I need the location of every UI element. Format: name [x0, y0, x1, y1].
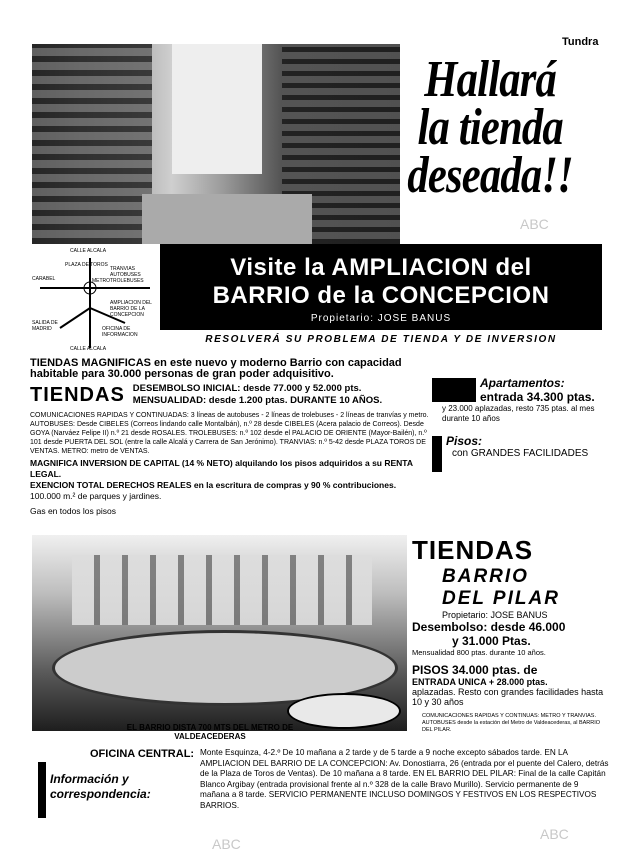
pilar-owner: Propietario: JOSE BANUS [442, 610, 548, 620]
map-label: AMPLIACION DEL BARRIO DE LA CONCEPCION [110, 300, 152, 318]
facilidades-text: con GRANDES FACILIDADES [452, 448, 589, 459]
inversion-text: MAGNIFICA INVERSION DE CAPITAL (14 % NETO) alquilando los pisos adquiridos a su RENTA LEGAL. [30, 458, 413, 479]
map-label: SALIDA DE MADRID [32, 320, 58, 332]
map-label: PLAZA DE TOROS [65, 262, 108, 268]
comunicaciones-text: COMUNICACIONES RAPIDAS Y CONTINUADAS: 3 líneas de autobuses - 2 líneas de trolebuses - 2 líneas de tranvías y metro. AUTOBUSES: Desde CIBELES (Correos lindando calle Montalbán), n.º 28 desde CIBELES (Acera palacio de Correos). Desde GOYA (Narváez Felipe II) n.º 21 desde ROSALES. TROLEBUSES: n.º 102 desde el PALACIO DE ORIENTE (Mayor-Bailén), n.º 101 desde PUERTA DEL SOL (entre la calle Alcalá y Carrera de San Jerónimo). TRANVIAS: n.º 5-42 desde PLAZA TOROS DE VENTAS. METRO: metro de VENTAS. [30, 412, 429, 455]
apartamentos-heading: Apartamentos: [480, 376, 565, 390]
map-label: CALLE ALCALA [70, 248, 107, 254]
watermark: ABC [520, 216, 549, 232]
watermark: ABC [212, 836, 241, 852]
aerial-photo [32, 535, 407, 731]
location-map [30, 248, 158, 358]
pilar-aplazadas: aplazadas. Resto con grandes facilidades hasta 10 y 30 años [412, 687, 604, 707]
mensualidad-text: MENSUALIDAD: desde 1.200 ptas. DURANTE 10 AÑOS. [132, 395, 383, 406]
banner-line-1: Visite la AMPLIACION del [230, 254, 532, 281]
tagline: RESOLVERÁ SU PROBLEMA DE TIENDA Y DE INVERSION [205, 334, 557, 345]
headline [402, 51, 578, 204]
plazos-text: y 23.000 aplazadas, resto 735 ptas. al mes durante 10 años [442, 404, 595, 423]
pilar-mensualidad: Mensualidad 800 ptas. durante 10 años. [412, 648, 546, 657]
pilar-entrada: ENTRADA UNICA + 28.000 ptas. [412, 677, 548, 687]
publisher-logo: Tundra [562, 36, 599, 48]
banner-owner: Propietario: JOSE BANUS [310, 313, 452, 324]
oficinas-text: Monte Esquinza, 4-2.º De 10 mañana a 2 tarde y de 5 tarde a 9 noche excepto sábados tarde. EN LA AMPLIACION DEL BARRIO DE LA CONCEPCION: Av. Donostiarra, 26 (entrada por el puente del Calero, detrás de la Plaza de Toros de Ventas). De 10 mañana a 8 tarde. EN EL BARRIO DEL PILAR: Final de la calle Capitán Blanco Argibay (entrada provisional frente al n.º 328 de la calle Bravo Murillo). Servicio permanente de 9 mañana a 8 tarde. SERVICIO PERMANENTE INCLUSO DOMINGOS Y FESTIVOS EN LOS RESPECTIVOS BARRIOS. [200, 748, 609, 810]
intro-text: TIENDAS MAGNIFICAS en este nuevo y moderno Barrio con capacidad habitable para 30.000 personas de gran poder adquisitivo. [30, 357, 402, 380]
concepcion-details [30, 358, 430, 517]
photo-caption: EL BARRIO DISTA 700 MTS DEL METRO DE VALDEACEDERAS [126, 723, 294, 741]
headline-line-2: la tienda [417, 99, 563, 156]
map-label: CALLE ALCALA [70, 346, 107, 352]
barrio-heading: BARRIO [442, 566, 529, 587]
oficina-heading: OFICINA CENTRAL: [90, 748, 195, 760]
pilar-y: y 31.000 Ptas. [452, 634, 531, 648]
watermark: ABC [540, 826, 569, 842]
pilar-desembolso: Desembolso: desde 46.000 [412, 620, 566, 634]
promo-banner [160, 244, 602, 330]
tiendas-pilar-heading: TIENDAS [412, 535, 534, 565]
gas-text: Gas en todos los pisos [30, 506, 116, 516]
map-label: METRO [92, 278, 111, 284]
apartamentos-box [432, 376, 607, 459]
map-label: CARABEL [32, 276, 56, 282]
pisos-heading: Pisos: [446, 434, 483, 448]
map-label: OFICINA DE INFORMACION [102, 326, 138, 338]
pilar-comunicaciones: COMUNICACIONES RAPIDAS Y CONTINUAS: METRO Y TRANVIAS. AUTOBUSES desde la estación del Metro de Valdeacederas, al BARRIO DEL PILAR. [422, 713, 601, 733]
exencion-text: EXENCION TOTAL DERECHOS REALES en la escritura de compras y 90 % contribuciones. [30, 480, 397, 490]
entrada-text: entrada 34.300 ptas. [480, 390, 595, 404]
desembolso-text: DESEMBOLSO INICIAL: desde 77.000 y 52.000 pts. [132, 383, 362, 394]
tiendas-heading: TIENDAS [30, 383, 125, 406]
parques-text: 100.000 m.² de parques y jardines. [30, 491, 162, 501]
banner-line-2: BARRIO de la CONCEPCION [212, 282, 550, 309]
pilar-heading: DEL PILAR [442, 588, 560, 609]
headline-line-3: deseada!! [407, 147, 573, 204]
headline-line-1: Hallará [424, 51, 556, 108]
informacion-text: Información y correspondencia: [50, 772, 151, 801]
street-photo [32, 44, 400, 244]
pilar-pisos: PISOS 34.000 ptas. de [412, 663, 538, 677]
pilar-details [412, 535, 607, 734]
map-label: TRANVIAS AUTOBUSES TROLEBUSES [110, 266, 144, 284]
